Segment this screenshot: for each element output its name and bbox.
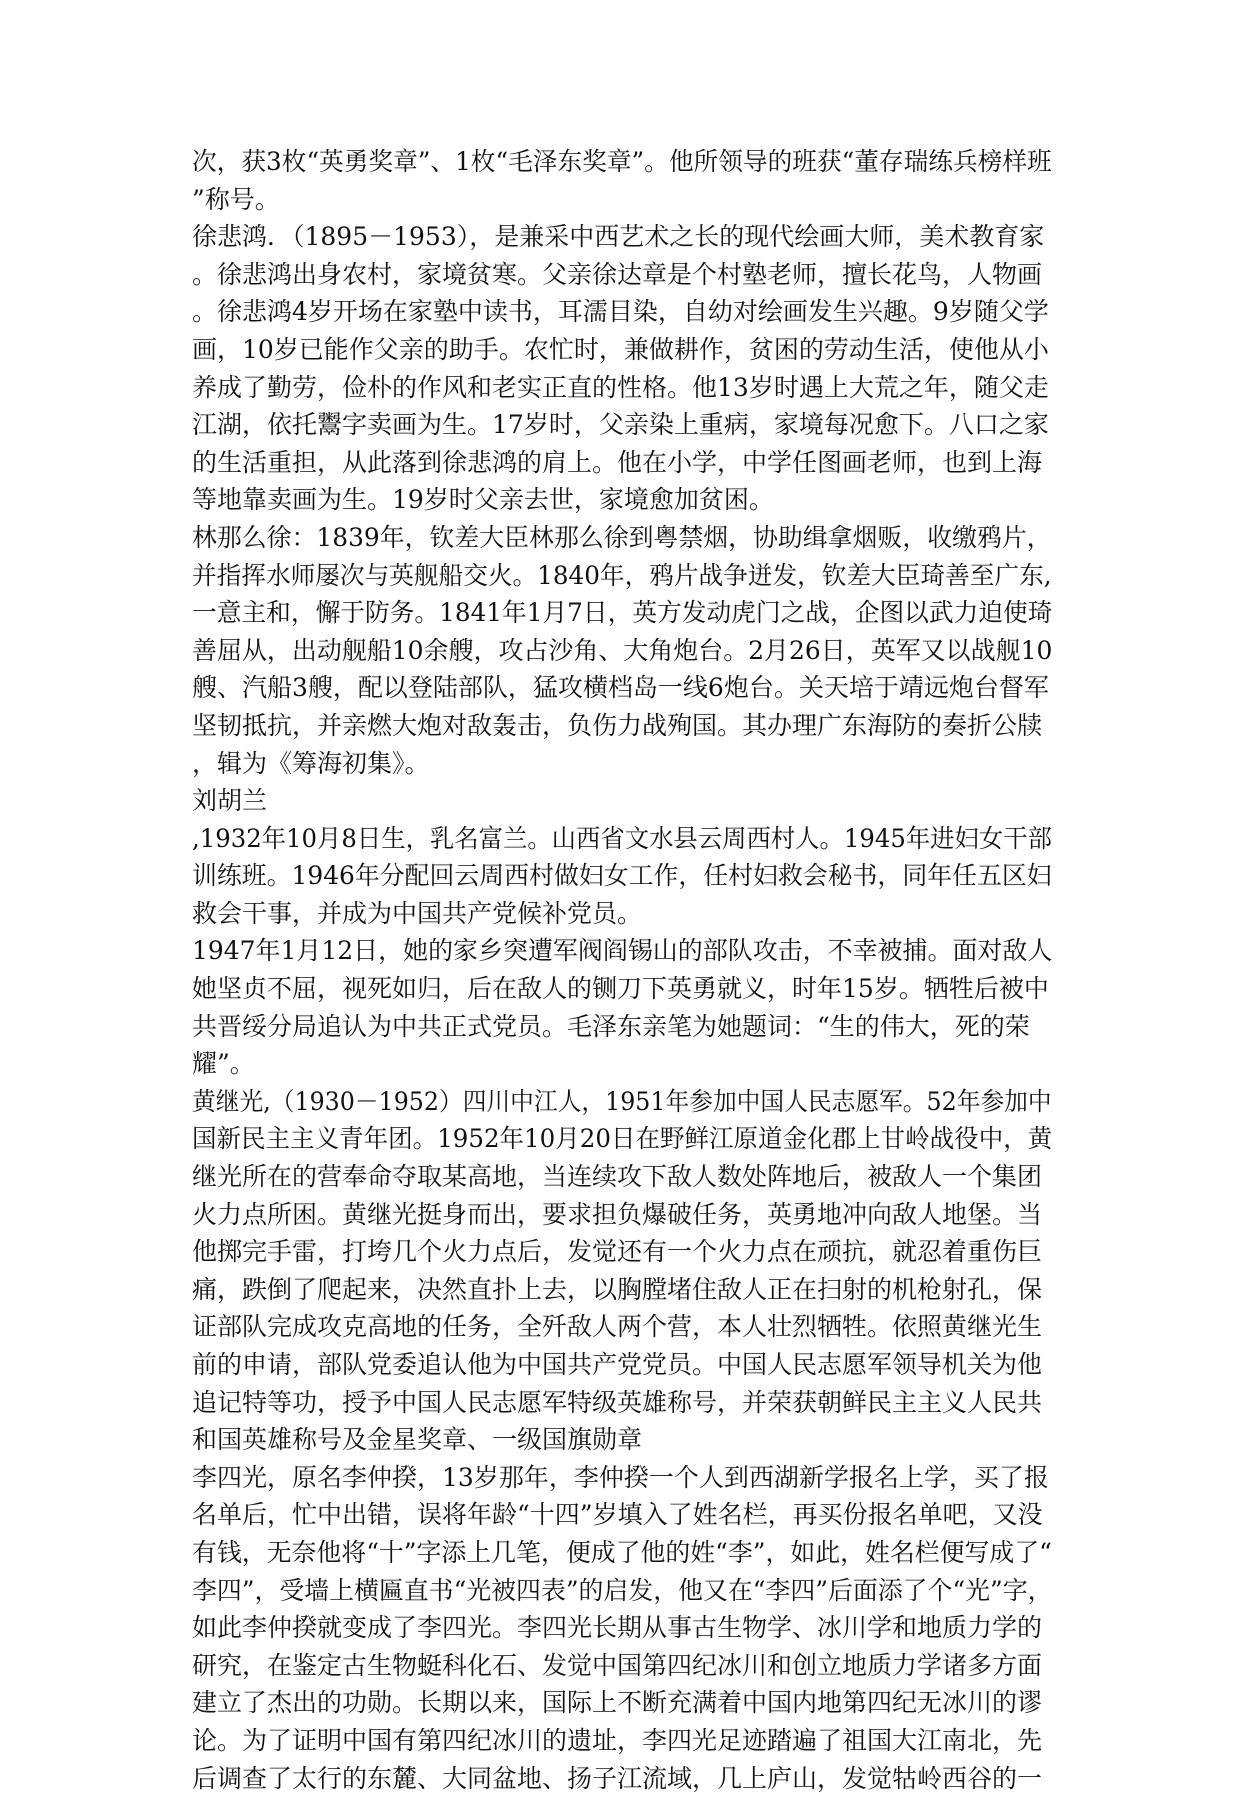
text-line: 耀”。 (192, 1049, 255, 1079)
text-line: 救会干事，并成为中国共产党候补党员。 (192, 898, 643, 928)
text-line: 刘胡兰 (192, 786, 268, 816)
text-line: 如此李仲揆就变成了李四光。李四光长期从事古生物学、冰川学和地质力学的 (192, 1613, 1043, 1643)
text-line: 一意主和，懈于防务。1841年1月7日，英方发动虎门之战，企图以武力迫使琦 (192, 598, 1053, 628)
text-line: 和国英雄称号及金星奖章、一级国旗勋章 (192, 1425, 643, 1455)
text-line: 他掷完手雷，打垮几个火力点后，发觉还有一个火力点在顽抗，就忍着重伤巨 (192, 1237, 1043, 1267)
text-line: 追记特等功，授予中国人民志愿军特级英雄称号，并荣获朝鲜民主主义人民共 (192, 1387, 1043, 1417)
text-line: 江湖，依托鬻字卖画为生。17岁时，父亲染上重病，家境每况愈下。八口之家 (192, 410, 1049, 440)
text-line: ”称号。 (192, 184, 280, 214)
text-line: ，辑为《筹海初集》。 (192, 748, 430, 778)
text-line: 。徐悲鸿4岁开场在家塾中读书，耳濡目染，自幼对绘画发生兴趣。9岁随父学 (192, 297, 1049, 327)
text-line: 的生活重担，从此落到徐悲鸿的肩上。他在小学，中学任图画老师，也到上海 (192, 447, 1043, 477)
text-line: 李四光，原名李仲揆，13岁那年，李仲揆一个人到西湖新学报名上学，买了报 (192, 1462, 1049, 1492)
text-line: 次，获3枚“英勇奖章”、1枚“毛泽东奖章”。他所领导的班获“董存瑞练兵榜样班 (192, 147, 1052, 176)
text-line: 证部队完成攻克高地的任务，全歼敌人两个营，本人壮烈牺牲。依照黄继光生 (192, 1312, 1043, 1342)
text-line: ,1932年10月8日生，乳名富兰。山西省文水县云周西村人。1945年进妇女干部 (192, 823, 1052, 853)
text-line: 论。为了证明中国有第四纪冰川的遗址，李四光足迹踏遍了祖国大江南北，先 (192, 1725, 1043, 1755)
text-line: 养成了勤劳，俭朴的作风和老实正直的性格。他13岁时遇上大荒之年，随父走 (192, 372, 1049, 402)
text-line: 建立了杰出的功勋。长期以来，国际上不断充满着中国内地第四纪无冰川的谬 (192, 1688, 1043, 1718)
text-line: 国新民主主义青年团。1952年10月20日在野鲜江原道金化郡上甘岭战役中，黄 (192, 1124, 1053, 1154)
text-line: 共晋绥分局追认为中共正式党员。毛泽东亲笔为她题词：“生的伟大，死的荣 (192, 1011, 1030, 1041)
body-text (192, 143, 1052, 1797)
text-line: 黄继光,（1930－1952）四川中江人，1951年参加中国人民志愿军。52年参加中 (192, 1086, 1052, 1116)
text-line: 徐悲鸿．（1895－1953），是兼采中西艺术之长的现代绘画大师，美术教育家 (192, 222, 1045, 252)
text-line: 她坚贞不屈，视死如归，后在敌人的铡刀下英勇就义，时年15岁。牺牲后被中 (192, 974, 1049, 1004)
text-line: 前的申请，部队党委追认他为中国共产党党员。中国人民志愿军领导机关为他 (192, 1350, 1043, 1379)
text-line: 后调查了太行的东麓、大同盆地、扬子江流域，几上庐山，发觉牯岭西谷的一 (192, 1763, 1043, 1793)
text-line: 痛，跌倒了爬起来，决然直扑上去，以胸膛堵住敌人正在扫射的机枪射孔，保 (192, 1274, 1043, 1304)
text-line: 画，10岁已能作父亲的助手。农忙时，兼做耕作，贫困的劳动生活，使他从小 (192, 334, 1049, 364)
text-line: 坚韧抵抗，并亲燃大炮对敌轰击，负伤力战殉国。其办理广东海防的奏折公牍 (192, 710, 1043, 740)
text-line: 火力点所困。黄继光挺身而出，要求担负爆破任务，英勇地冲向敌人地堡。当 (192, 1199, 1043, 1229)
text-line: 并指挥水师屡次与英舰船交火。1840年，鸦片战争迸发，钦差大臣琦善至广东, (192, 560, 1052, 590)
text-line: 1947年1月12日，她的家乡突遭军阀阎锡山的部队攻击，不幸被捕。面对敌人 (192, 936, 1053, 966)
text-line: 善屈从，出动舰船10余艘，攻占沙角、大角炮台。2月26日，英军又以战舰10 (192, 635, 1053, 665)
text-line: 继光所在的营奉命夺取某高地，当连续攻下敌人数处阵地后，被敌人一个集团 (192, 1162, 1043, 1192)
text-line: 等地靠卖画为生。19岁时父亲去世，家境愈加贫困。 (192, 485, 774, 515)
text-line: 训练班。1946年分配回云周西村做妇女工作，任村妇救会秘书，同年任五区妇 (192, 861, 1052, 891)
text-line: 艘、汽船3艘，配以登陆部队，猛攻横档岛一线6炮台。关天培于靖远炮台督军 (192, 673, 1049, 703)
text-line: 名单后，忙中出错，误将年龄“十四”岁填入了姓名栏，再买份报名单吧，又没 (192, 1500, 1043, 1530)
text-line: 有钱，无奈他将“十”字添上几笔，便成了他的姓“李”，如此，姓名栏便写成了“ (192, 1537, 1052, 1567)
text-line: 。徐悲鸿出身农村，家境贫寒。父亲徐达章是个村塾老师，擅长花鸟，人物画 (192, 259, 1043, 289)
text-line: 李四”，受墙上横匾直书“光被四表”的启发，他又在“李四”后面添了个“光”字， (192, 1575, 1053, 1605)
text-line: 林那么徐：1839年，钦差大臣林那么徐到粤禁烟，协助缉拿烟贩，收缴鸦片， (192, 522, 1052, 552)
text-line: 研究，在鉴定古生物蜓科化石、发觉中国第四纪冰川和创立地质力学诸多方面 (192, 1650, 1043, 1680)
